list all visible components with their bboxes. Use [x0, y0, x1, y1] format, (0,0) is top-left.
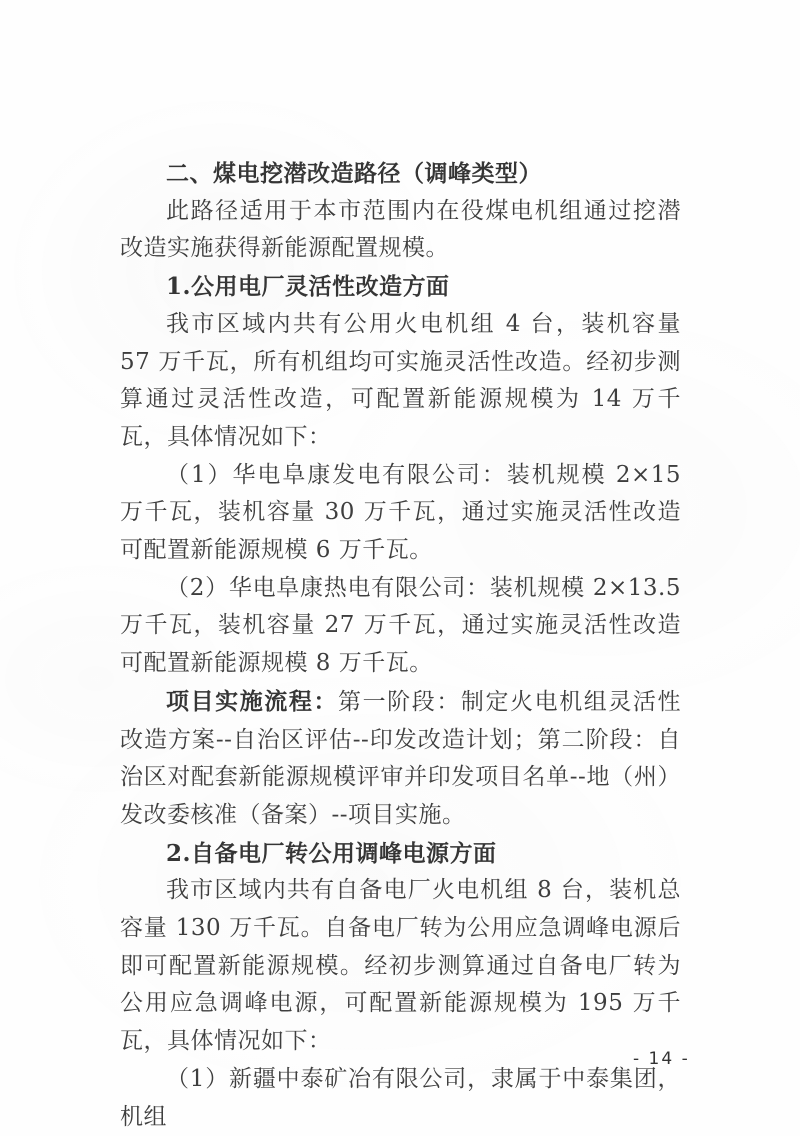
paragraph-captive-plant-overview: 我市区域内共有自备电厂火电机组 8 台，装机总容量 130 万千瓦。自备电厂转为公用应急调峰电源后即可配置新能源规模。经初步测算通过自备电厂转为公用应急调峰电源，可配置新能源规模为 195 万千瓦，具体情况如下：	[120, 877, 681, 1055]
paragraph-project-implementation-process	[120, 683, 681, 835]
paragraph-item-huadian-fukang-thermal: （2）华电阜康热电有限公司：装机规模 2×13.5 万千瓦，装机容量 27 万千瓦，通过实施灵活性改造可配置新能源规模 8 万千瓦。	[120, 574, 681, 677]
section-heading-coal-power-retrofit-path: 二、煤电挖潜改造路径（调峰类型）	[166, 160, 542, 187]
page-number: - 14 -	[633, 1049, 690, 1069]
project-process-body-text: 第一阶段：制定火电机组灵活性改造方案--自治区评估--印发改造计划；第二阶段：自治区对配套新能源规模评审并印发项目名单--地（州）发改委核准（备案）--项目实施。	[120, 688, 682, 828]
subsection-heading-captive-plant-to-public-peaking: 2.自备电厂转公用调峰电源方面	[166, 839, 497, 867]
project-process-lead-label: 项目实施流程：	[166, 687, 339, 715]
paragraph-path-applicability: 此路径适用于本市范围内在役煤电机组通过挖潜改造实施获得新能源配置规模。	[120, 197, 681, 262]
paragraph-item-xinjiang-zhongtai: （1）新疆中泰矿冶有限公司，隶属于中泰集团，机组	[120, 1065, 681, 1130]
subsection-heading-public-plant-flexibility-retrofit: 1.公用电厂灵活性改造方面	[166, 273, 450, 301]
paragraph-public-plant-overview: 我市区域内共有公用火电机组 4 台，装机容量 57 万千瓦，所有机组均可实施灵活性改造。经初步测算通过灵活性改造，可配置新能源规模为 14 万千瓦，具体情况如下：	[120, 310, 681, 450]
document-body	[120, 155, 681, 1136]
paragraph-item-huadian-fukang-power: （1）华电阜康发电有限公司：装机规模 2×15 万千瓦，装机容量 30 万千瓦，通过实施灵活性改造可配置新能源规模 6 万千瓦。	[120, 461, 681, 564]
